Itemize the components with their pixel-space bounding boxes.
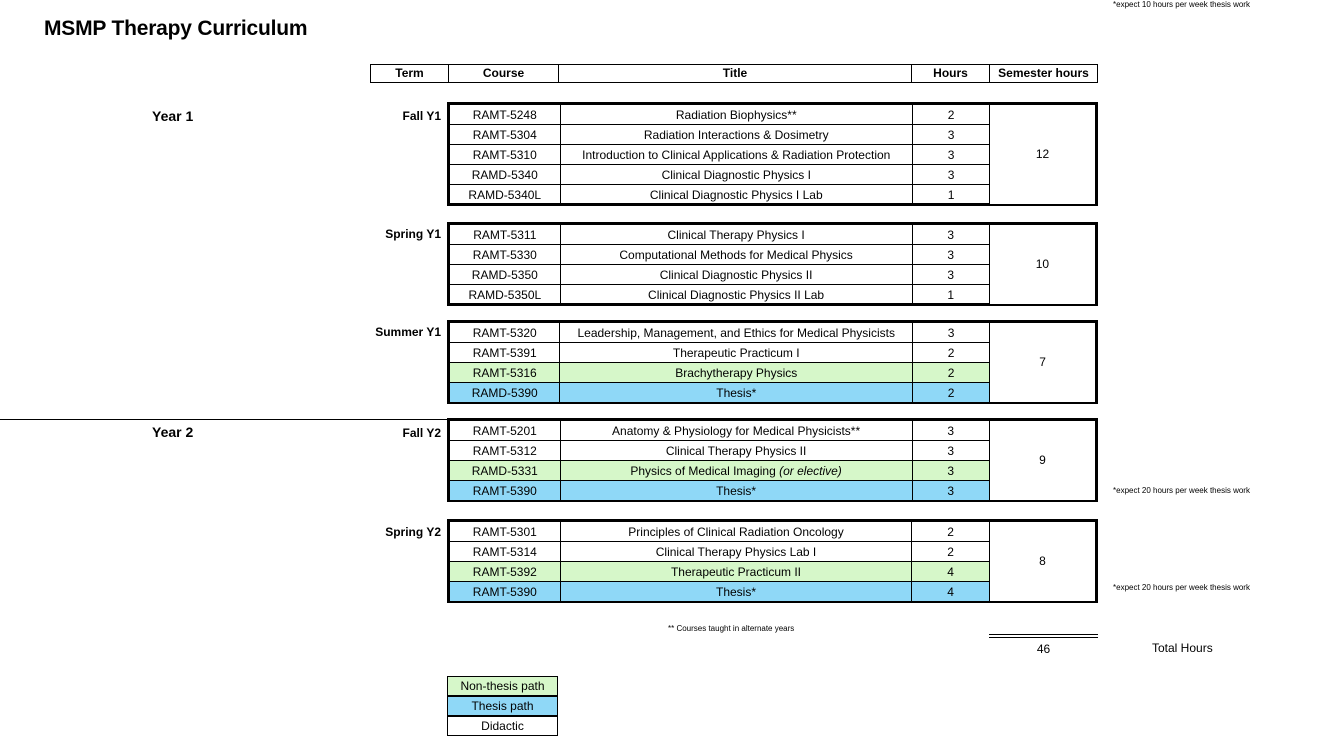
course-row [450,421,1095,441]
course-code: RAMT-5316 [450,363,560,383]
course-title-text: Thesis* [716,385,757,400]
course-code: RAMT-5201 [450,421,560,441]
course-hours: 3 [912,145,989,165]
total-double-rule [989,637,1098,638]
course-table [450,323,1095,403]
course-code: RAMD-5340 [450,165,560,185]
course-title [560,421,912,441]
course-title-text: Therapeutic Practicum I [672,345,800,360]
term-label: Fall Y2 [402,426,441,440]
course-hours: 4 [912,562,989,582]
term-block [447,418,1098,502]
course-table [450,105,1095,205]
course-hours: 2 [913,383,990,403]
term-label: Fall Y1 [402,109,441,123]
course-hours: 3 [912,165,989,185]
legend-didactic: Didactic [447,716,558,736]
course-row [450,105,1095,125]
course-hours: 2 [913,363,990,383]
course-hours: 3 [913,323,990,343]
course-hours: 2 [913,343,990,363]
course-title [560,481,912,501]
course-code: RAMT-5310 [450,145,560,165]
course-hours: 3 [912,125,989,145]
year-1-label: Year 1 [152,108,194,124]
course-code: RAMD-5350L [450,285,560,305]
course-code: RAMT-5320 [450,323,560,343]
course-code: RAMT-5330 [450,245,560,265]
course-title [560,125,912,145]
thesis-note: *expect 20 hours per week thesis work [1113,486,1250,495]
course-title-text: Thesis* [716,483,757,498]
header-course: Course [448,64,559,83]
course-hours: 3 [912,461,989,481]
course-title-text: Clinical Diagnostic Physics I [661,167,811,182]
course-code: RAMT-5390 [450,481,560,501]
course-row [450,323,1095,343]
course-title [560,383,913,403]
course-hours: 3 [912,421,989,441]
course-code: RAMT-5312 [450,441,560,461]
semester-hours: 8 [989,522,1095,601]
course-title-text: Clinical Therapy Physics Lab I [655,544,817,559]
course-title [560,265,912,285]
legend-non-thesis: Non-thesis path [447,676,558,696]
course-title-text: Introduction to Clinical Applications & Radiation Protection [582,147,891,162]
term-block [447,320,1098,404]
course-title-text: Clinical Therapy Physics II [665,443,807,458]
course-code: RAMT-5248 [450,105,560,125]
course-title [560,542,912,562]
course-hours: 2 [912,542,989,562]
course-hours: 1 [912,185,989,205]
year-divider [0,419,447,420]
course-title-text: Radiation Interactions & Dosimetry [643,127,829,142]
course-code: RAMD-5350 [450,265,560,285]
term-label: Spring Y2 [385,525,441,539]
course-title-text: Computational Methods for Medical Physics [619,247,853,262]
course-title [560,145,912,165]
course-title-text: Clinical Therapy Physics I [667,227,805,242]
term-block [447,519,1098,603]
course-table [450,225,1095,305]
course-code: RAMD-5340L [450,185,560,205]
term-block [447,222,1098,306]
course-title-text: Leadership, Management, and Ethics for Medical Physicists [577,325,895,340]
header-semester-hours: Semester hours [989,64,1098,83]
course-title [560,185,912,205]
course-hours: 3 [912,245,989,265]
thesis-note: *expect 20 hours per week thesis work [1113,583,1250,592]
course-title [560,522,912,542]
term-block [447,102,1098,206]
course-table [450,522,1095,602]
course-code: RAMD-5390 [450,383,560,403]
course-title [560,225,912,245]
course-code: RAMT-5314 [450,542,560,562]
course-title [560,363,913,383]
course-table [450,421,1095,501]
total-hours-value: 46 [1036,642,1051,656]
course-hours: 2 [912,105,989,125]
course-title-text: Physics of Medical Imaging [630,463,776,478]
course-title-text: Clinical Diagnostic Physics II Lab [648,287,825,302]
course-title-text: Clinical Diagnostic Physics I Lab [649,187,823,202]
footnote: ** Courses taught in alternate years [668,624,795,633]
course-title-text: Brachytherapy Physics [675,365,798,380]
course-title [560,105,912,125]
course-title-text: Principles of Clinical Radiation Oncology [628,524,844,539]
course-hours: 3 [912,481,989,501]
course-row [450,225,1095,245]
page-title: MSMP Therapy Curriculum [44,17,308,40]
course-title-suffix: (or elective) [779,463,842,478]
course-hours: 1 [912,285,989,305]
course-title [560,343,913,363]
course-title [560,165,912,185]
course-title [560,245,912,265]
header-term: Term [370,64,449,83]
course-code: RAMT-5392 [450,562,560,582]
course-code: RAMT-5390 [450,582,560,602]
semester-hours: 10 [989,225,1095,304]
course-hours: 3 [912,265,989,285]
course-title [560,461,912,481]
semester-hours: 7 [990,323,1095,402]
semester-hours: 9 [989,421,1095,500]
course-title-text: Clinical Diagnostic Physics II [659,267,813,282]
course-code: RAMT-5304 [450,125,560,145]
total-double-rule [989,634,1098,635]
course-code: RAMT-5311 [450,225,560,245]
course-hours: 3 [912,225,989,245]
thesis-note: *expect 10 hours per week thesis work [1113,0,1250,9]
course-hours: 4 [912,582,989,602]
total-hours-label: Total Hours [1152,641,1213,655]
course-hours: 2 [912,522,989,542]
course-title [560,323,913,343]
term-label: Spring Y1 [385,227,441,241]
course-row [450,522,1095,542]
course-hours: 3 [912,441,989,461]
semester-hours: 12 [990,105,1095,204]
course-title [560,582,912,602]
legend-thesis: Thesis path [447,696,558,716]
year-2-label: Year 2 [152,424,194,440]
course-title-text: Thesis* [716,584,757,599]
course-title-text: Anatomy & Physiology for Medical Physicists** [612,423,861,438]
term-label: Summer Y1 [375,325,441,339]
course-code: RAMT-5301 [450,522,560,542]
course-title [560,285,912,305]
course-title [560,441,912,461]
header-title: Title [558,64,912,83]
course-code: RAMT-5391 [450,343,560,363]
course-title-text: Therapeutic Practicum II [670,564,802,579]
course-title [560,562,912,582]
course-code: RAMD-5331 [450,461,560,481]
header-hours: Hours [911,64,990,83]
course-title-text: Radiation Biophysics** [675,107,797,122]
